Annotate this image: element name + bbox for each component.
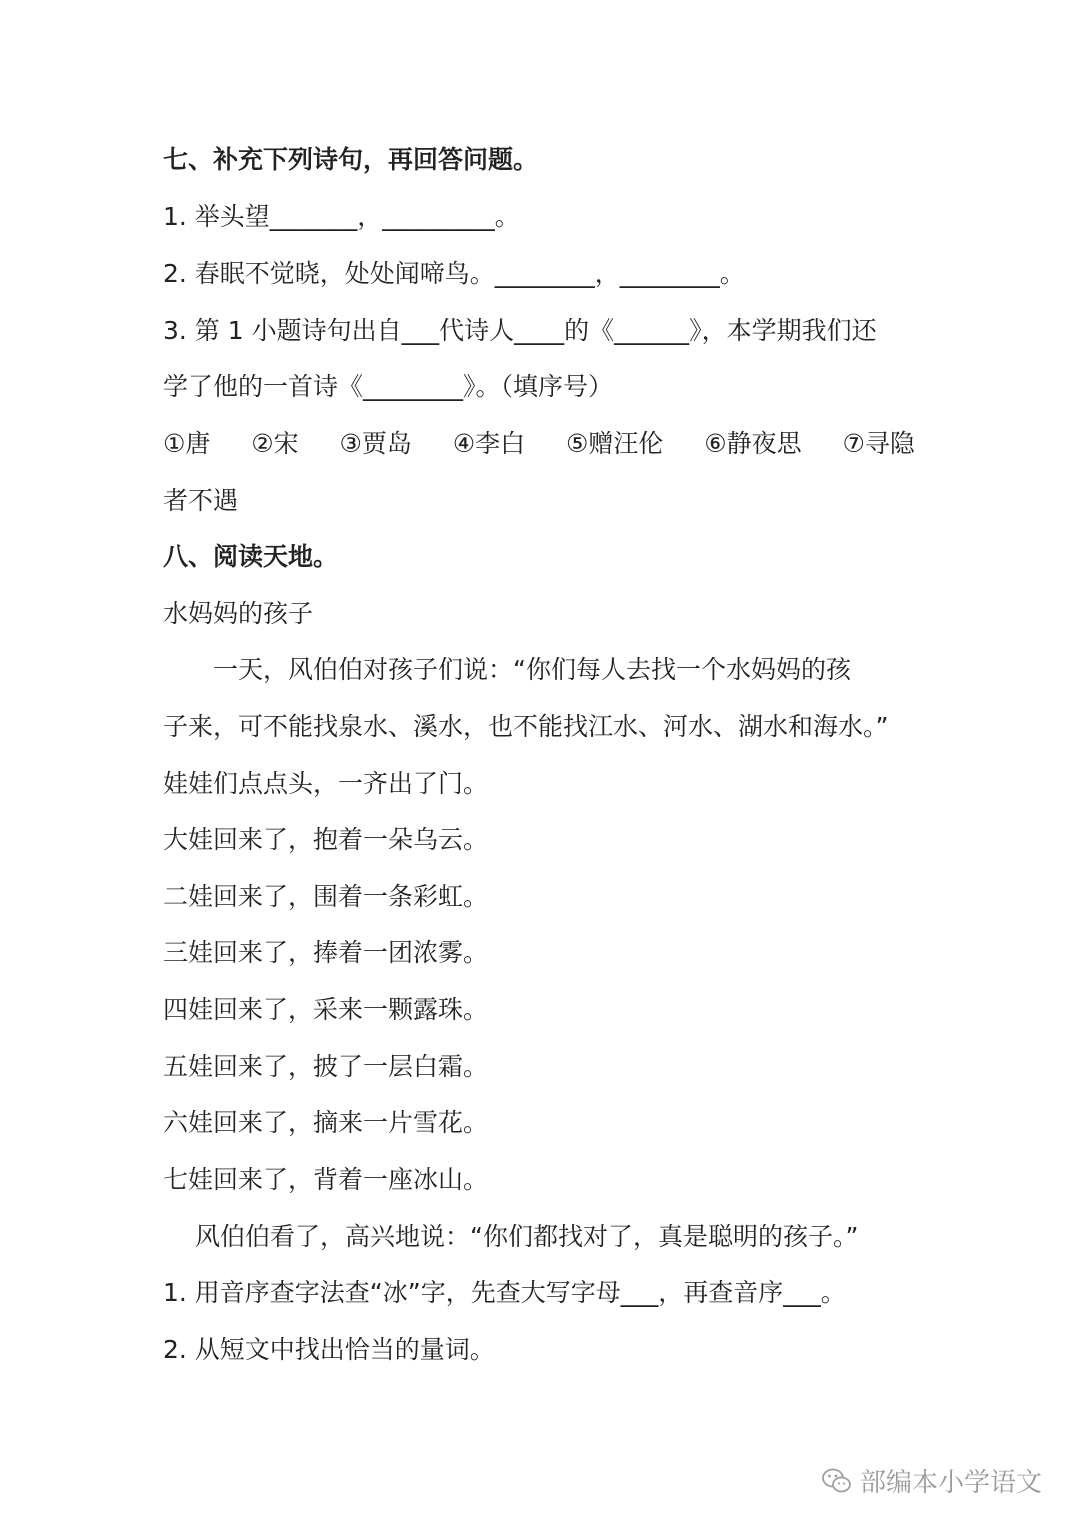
section-8-heading: 八、阅读天地。 (163, 542, 339, 571)
question-8-2: 2. 从短文中找出恰当的量词。 (163, 1335, 495, 1364)
story-return-line: 三娃回来了，捧着一团浓雾。 (163, 938, 489, 967)
option-item: ⑦寻隐 (842, 429, 915, 458)
story-return-line: 五娃回来了，披了一层白霜。 (163, 1052, 489, 1081)
section-7-heading: 七、补充下列诗句，再回答问题。 (163, 145, 539, 174)
question-7-3-line-1: 3. 第 1 小题诗句出自___代诗人____的《______》，本学期我们还 (163, 316, 877, 345)
option-item: ⑥静夜思 (704, 429, 802, 458)
question-7-1: 1. 举头望_______，_________。 (163, 202, 520, 231)
question-8-1: 1. 用音序查字法查“冰”字，先查大写字母___，再查音序___。 (163, 1278, 846, 1307)
option-item: ②宋 (251, 429, 299, 458)
story-return-line: 七娃回来了，背着一座冰山。 (163, 1165, 489, 1194)
question-7-3-line-2: 学了他的一首诗《________》。（填序号） (163, 372, 614, 401)
option-item: ③贾岛 (339, 429, 412, 458)
story-return-line: 四娃回来了，采来一颗露珠。 (163, 995, 489, 1024)
watermark (822, 1462, 1042, 1499)
story-paragraph-1-line-3: 娃娃们点点头，一齐出了门。 (163, 769, 489, 798)
option-item: ④李白 (452, 429, 526, 458)
story-paragraph-1-line-1: 一天，风伯伯对孩子们说：“你们每人去找一个水妈妈的孩 (213, 655, 851, 684)
story-paragraph-1-line-2: 子来，可不能找泉水、溪水，也不能找江水、河水、湖水和海水。” (163, 712, 889, 741)
answer-options (163, 427, 915, 461)
story-return-line: 二娃回来了，围着一条彩虹。 (163, 882, 489, 911)
watermark-text: 部编本小学语文 (860, 1468, 1043, 1498)
story-return-line: 大娃回来了，抱着一朵乌云。 (163, 825, 489, 854)
answer-options-continued: 者不遇 (163, 486, 239, 515)
story-return-line: 六娃回来了，摘来一片雪花。 (163, 1108, 489, 1137)
wechat-icon (822, 1467, 852, 1495)
question-7-2: 2. 春眠不觉晓，处处闻啼鸟。________，________。 (163, 259, 745, 288)
option-item: ①唐 (163, 429, 211, 458)
story-closing: 风伯伯看了，高兴地说：“你们都找对了，真是聪明的孩子。” (195, 1222, 859, 1251)
option-item: ⑤赠汪伦 (566, 429, 664, 458)
story-title: 水妈妈的孩子 (163, 599, 314, 628)
